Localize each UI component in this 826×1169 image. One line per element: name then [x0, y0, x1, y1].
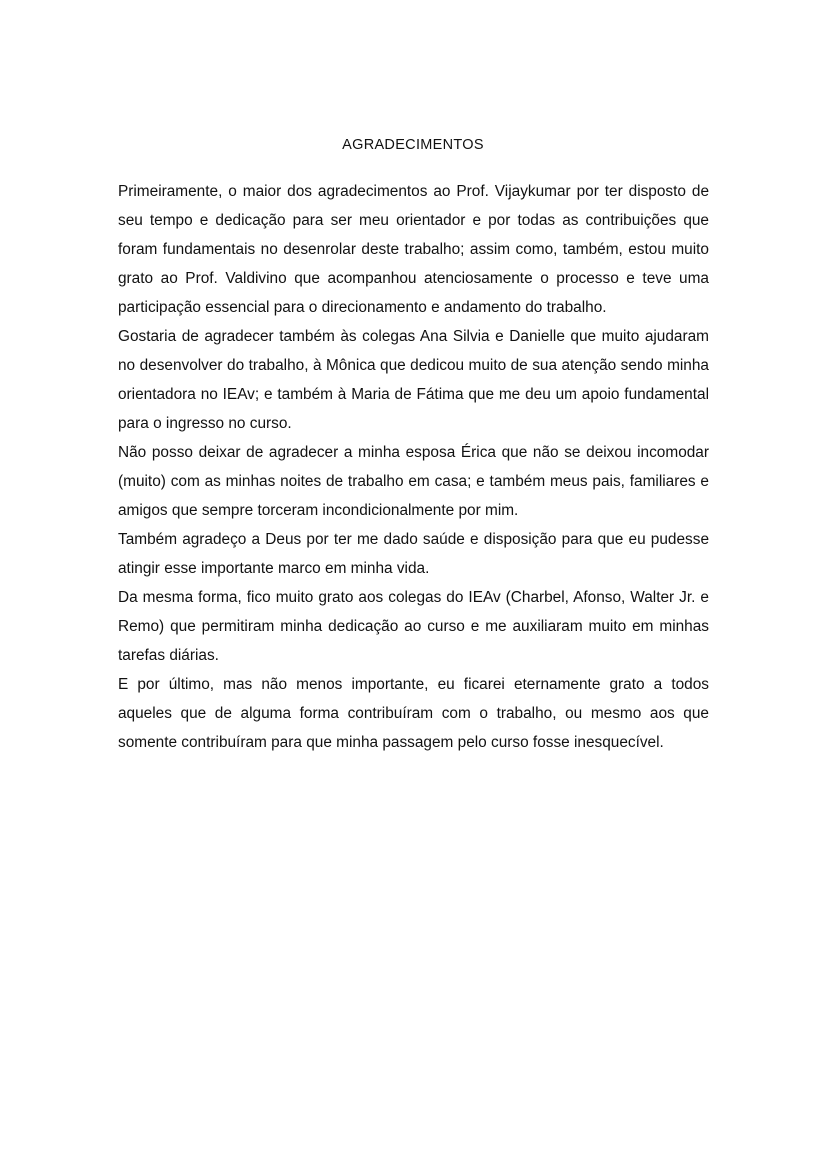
paragraph: Também agradeço a Deus por ter me dado saúde e disposição para que eu pudesse atingir esse importante marco em minha vida. [118, 531, 709, 577]
paragraph: Da mesma forma, fico muito grato aos colegas do IEAv (Charbel, Afonso, Walter Jr. e Remo) que permitiram minha dedicação ao curso e me auxiliaram muito em minhas tarefas diárias. [118, 589, 709, 664]
acknowledgements-body [118, 177, 709, 757]
paragraph: Primeiramente, o maior dos agradecimentos ao Prof. Vijaykumar por ter disposto de seu tempo e dedicação para ser meu orientador e por todas as contribuições que foram fundamentais no desenrolar deste trabalho; assim como, também, estou muito grato ao Prof. Valdivino que acompanhou atenciosamente o processo e teve uma participação essencial para o direcionamento e andamento do trabalho. [118, 183, 709, 316]
paragraph: Não posso deixar de agradecer a minha esposa Érica que não se deixou incomodar (muito) com as minhas noites de trabalho em casa; e também meus pais, familiares e amigos que sempre torceram incondicionalmente por mim. [118, 444, 709, 519]
paragraph: E por último, mas não menos importante, eu ficarei eternamente grato a todos aqueles que de alguma forma contribuíram com o trabalho, ou mesmo aos que somente contribuíram para que minha passagem pelo curso fosse inesquecível. [118, 676, 709, 751]
paragraph: Gostaria de agradecer também às colegas Ana Silvia e Danielle que muito ajudaram no desenvolver do trabalho, à Mônica que dedicou muito de sua atenção sendo minha orientadora no IEAv; e também à Maria de Fátima que me deu um apoio fundamental para o ingresso no curso. [118, 328, 709, 432]
page-title: AGRADECIMENTOS [342, 137, 484, 153]
